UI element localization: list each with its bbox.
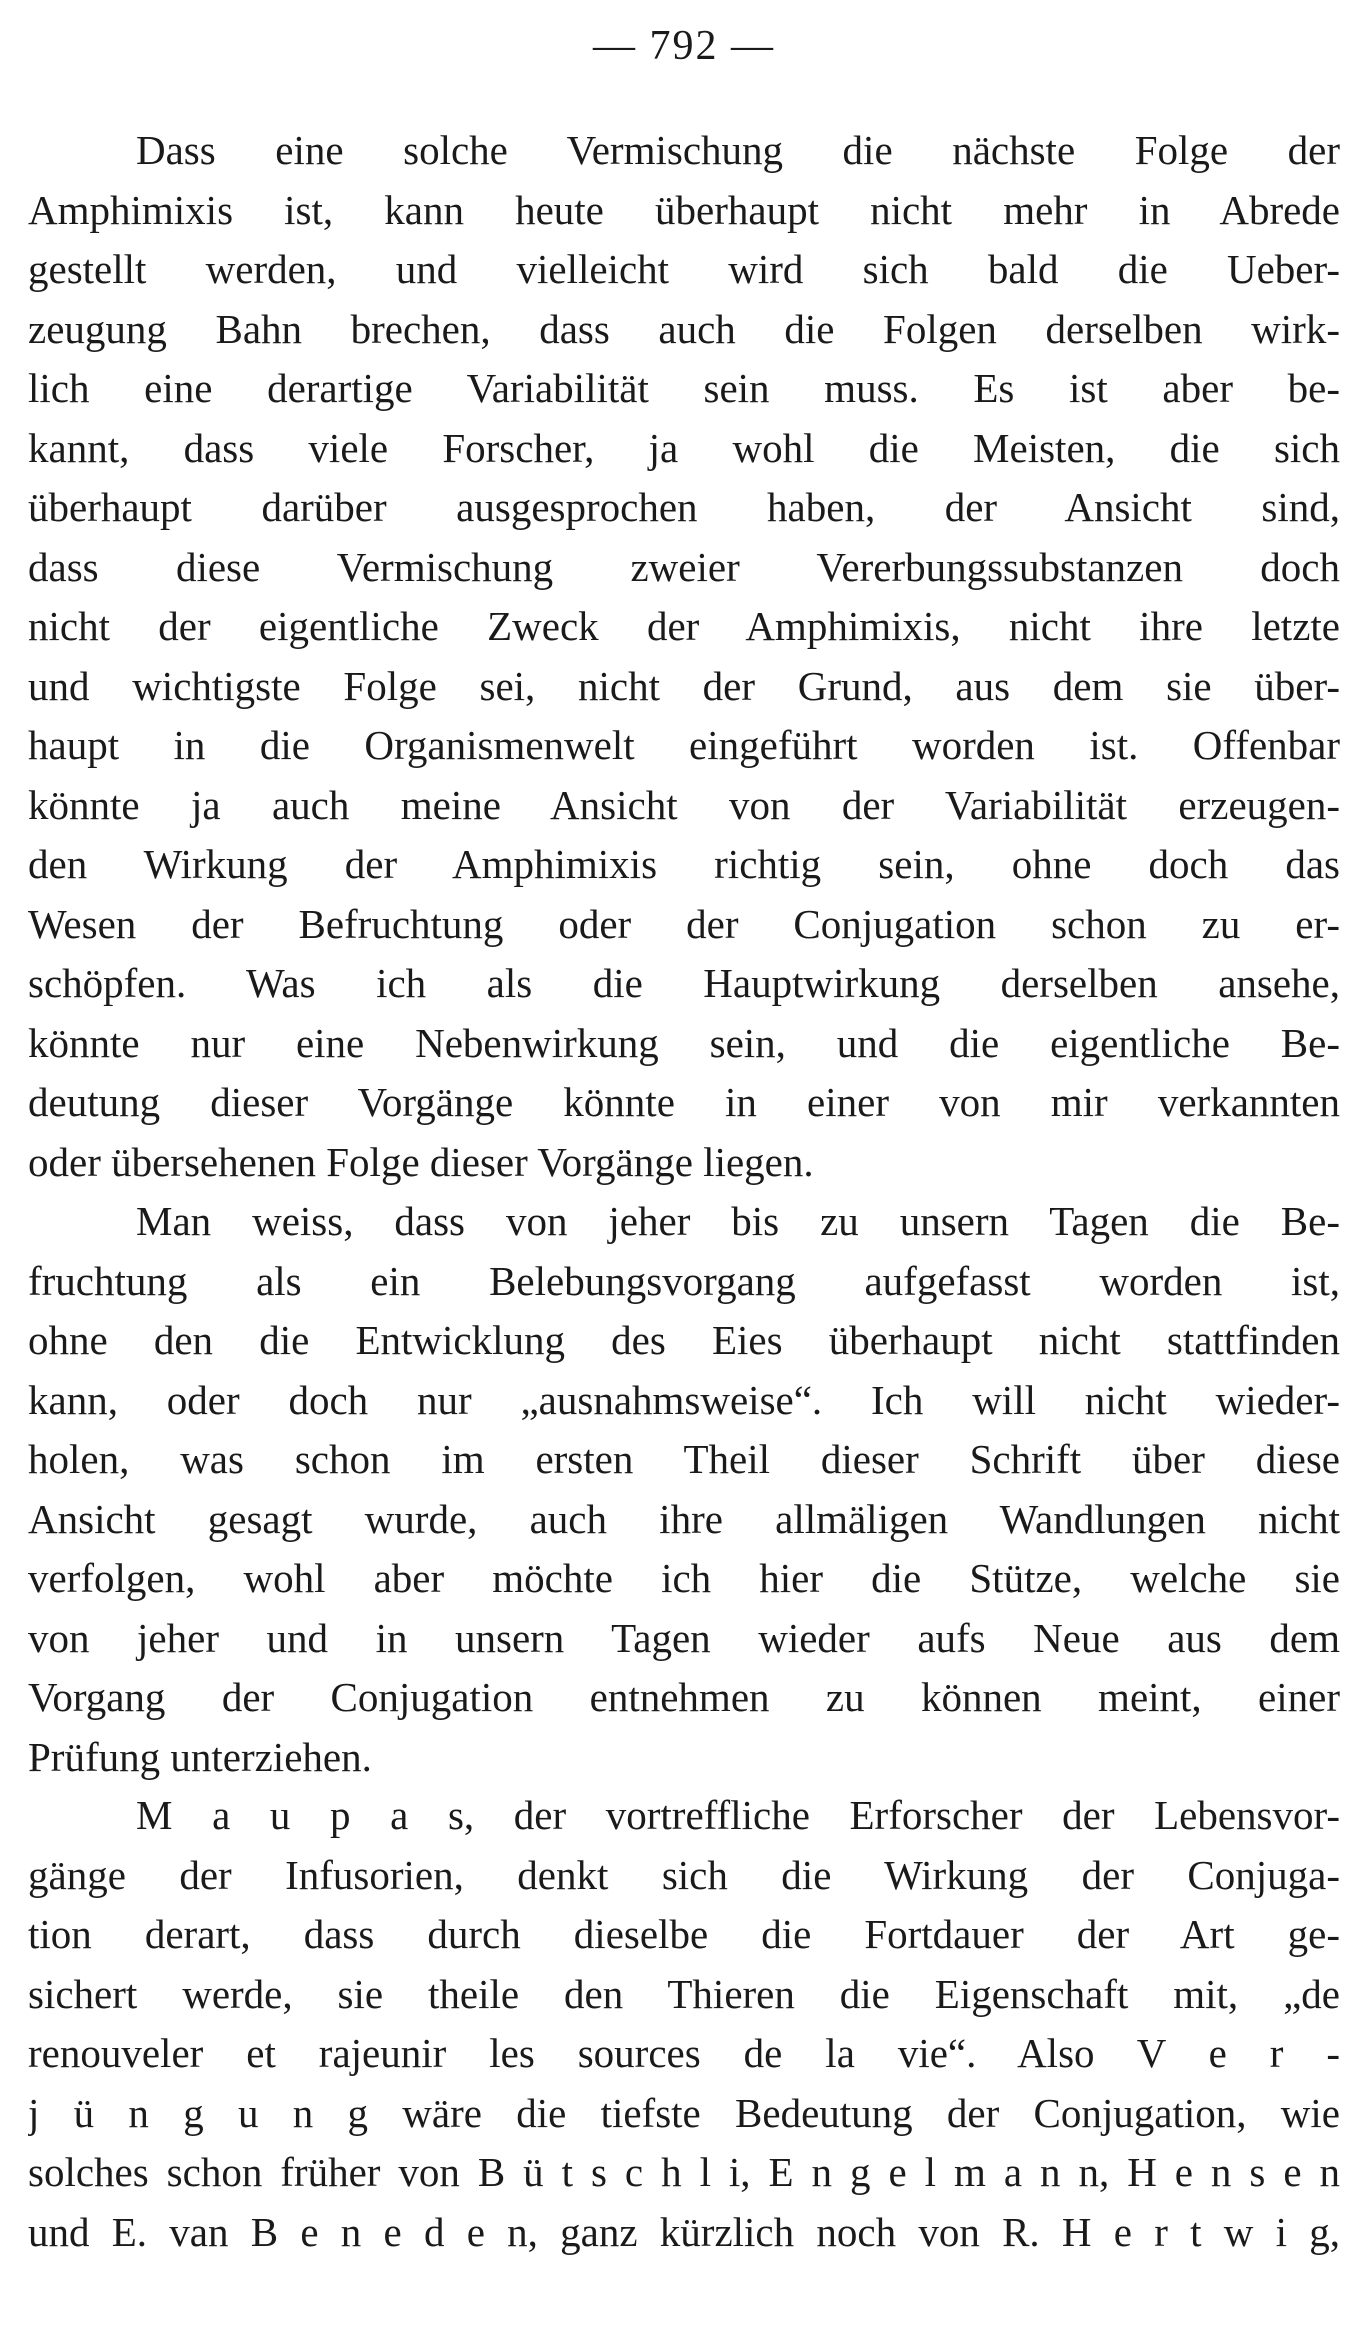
document-page xyxy=(28,0,1340,2344)
text-line: schöpfen. Was ich als die Hauptwirkung derselben ansehe, xyxy=(28,960,1340,1006)
text-line: Dass eine solche Vermischung die nächste Folge der xyxy=(136,127,1340,173)
text-line: lich eine derartige Variabilität sein muss. Es ist aber be- xyxy=(28,365,1340,411)
text-line: und E. van B e n e d e n, ganz kürzlich noch von R. H e r t w i g, xyxy=(28,2208,1340,2255)
text-line: solches schon früher von B ü t s c h l i, E n g e l m a n n, H e n s e n xyxy=(28,2149,1340,2195)
text-line: könnte nur eine Nebenwirkung sein, und die eigentliche Be- xyxy=(28,1019,1340,1066)
text-line: und wichtigste Folge sei, nicht der Grund, aus dem sie über- xyxy=(28,662,1340,709)
text-line: Ansicht gesagt wurde, auch ihre allmäligen Wandlungen nicht xyxy=(28,1495,1340,1542)
text-line: j ü n g u n g wäre die tiefste Bedeutung der Conjugation, wie xyxy=(28,2089,1340,2136)
text-line: überhaupt darüber ausgesprochen haben, der Ansicht sind, xyxy=(28,484,1340,530)
text-line: kann, oder doch nur „ausnahmsweise“. Ich will nicht wieder- xyxy=(28,1376,1340,1423)
text-line: ohne den die Entwicklung des Eies überhaupt nicht stattfinden xyxy=(28,1317,1340,1363)
paragraph xyxy=(28,121,1340,1192)
text-line: von jeher und in unsern Tagen wieder aufs Neue aus dem xyxy=(28,1614,1340,1661)
text-line: zeugung Bahn brechen, dass auch die Folgen derselben wirk- xyxy=(28,305,1340,352)
text-line: nicht der eigentliche Zweck der Amphimixis, nicht ihre letzte xyxy=(28,603,1340,649)
text-line: den Wirkung der Amphimixis richtig sein, ohne doch das xyxy=(28,841,1340,887)
text-line: deutung dieser Vorgänge könnte in einer von mir verkannten xyxy=(28,1079,1340,1125)
text-line: Prüfung unterziehen. xyxy=(28,1733,372,1780)
text-line: Amphimixis ist, kann heute überhaupt nicht mehr in Abrede xyxy=(28,186,1340,233)
text-line: oder übersehenen Folge dieser Vorgänge liegen. xyxy=(28,1138,814,1185)
text-line: tion derart, dass durch dieselbe die Fortdauer der Art ge- xyxy=(28,1911,1340,1957)
text-line: Man weiss, dass von jeher bis zu unsern Tagen die Be- xyxy=(136,1198,1340,1244)
text-line: Wesen der Befruchtung oder der Conjugation schon zu er- xyxy=(28,900,1340,947)
text-line: M a u p a s, der vortreffliche Erforscher der Lebensvor- xyxy=(136,1792,1340,1838)
text-line: sichert werde, sie theile den Thieren die Eigenschaft mit, „de xyxy=(28,1970,1340,2017)
text-line: dass diese Vermischung zweier Vererbungssubstanzen doch xyxy=(28,543,1340,590)
text-line: gänge der Infusorien, denkt sich die Wirkung der Conjuga- xyxy=(28,1851,1340,1898)
text-line: haupt in die Organismenwelt eingeführt worden ist. Offenbar xyxy=(28,722,1340,768)
paragraph xyxy=(28,1786,1340,2262)
text-line: kannt, dass viele Forscher, ja wohl die Meisten, die sich xyxy=(28,424,1340,471)
text-line: gestellt werden, und vielleicht wird sich bald die Ueber- xyxy=(28,246,1340,292)
text-line: verfolgen, wohl aber möchte ich hier die Stütze, welche sie xyxy=(28,1555,1340,1601)
text-line: Vorgang der Conjugation entnehmen zu können meint, einer xyxy=(28,1674,1340,1720)
text-line: könnte ja auch meine Ansicht von der Variabilität erzeugen- xyxy=(28,781,1340,828)
text-line: fruchtung als ein Belebungsvorgang aufgefasst worden ist, xyxy=(28,1257,1340,1304)
text-line: holen, was schon im ersten Theil dieser Schrift über diese xyxy=(28,1436,1340,1482)
paragraph xyxy=(28,1192,1340,1787)
text-line: renouveler et rajeunir les sources de la vie“. Also V e r - xyxy=(28,2030,1340,2076)
page-number: — 792 — xyxy=(593,23,775,69)
